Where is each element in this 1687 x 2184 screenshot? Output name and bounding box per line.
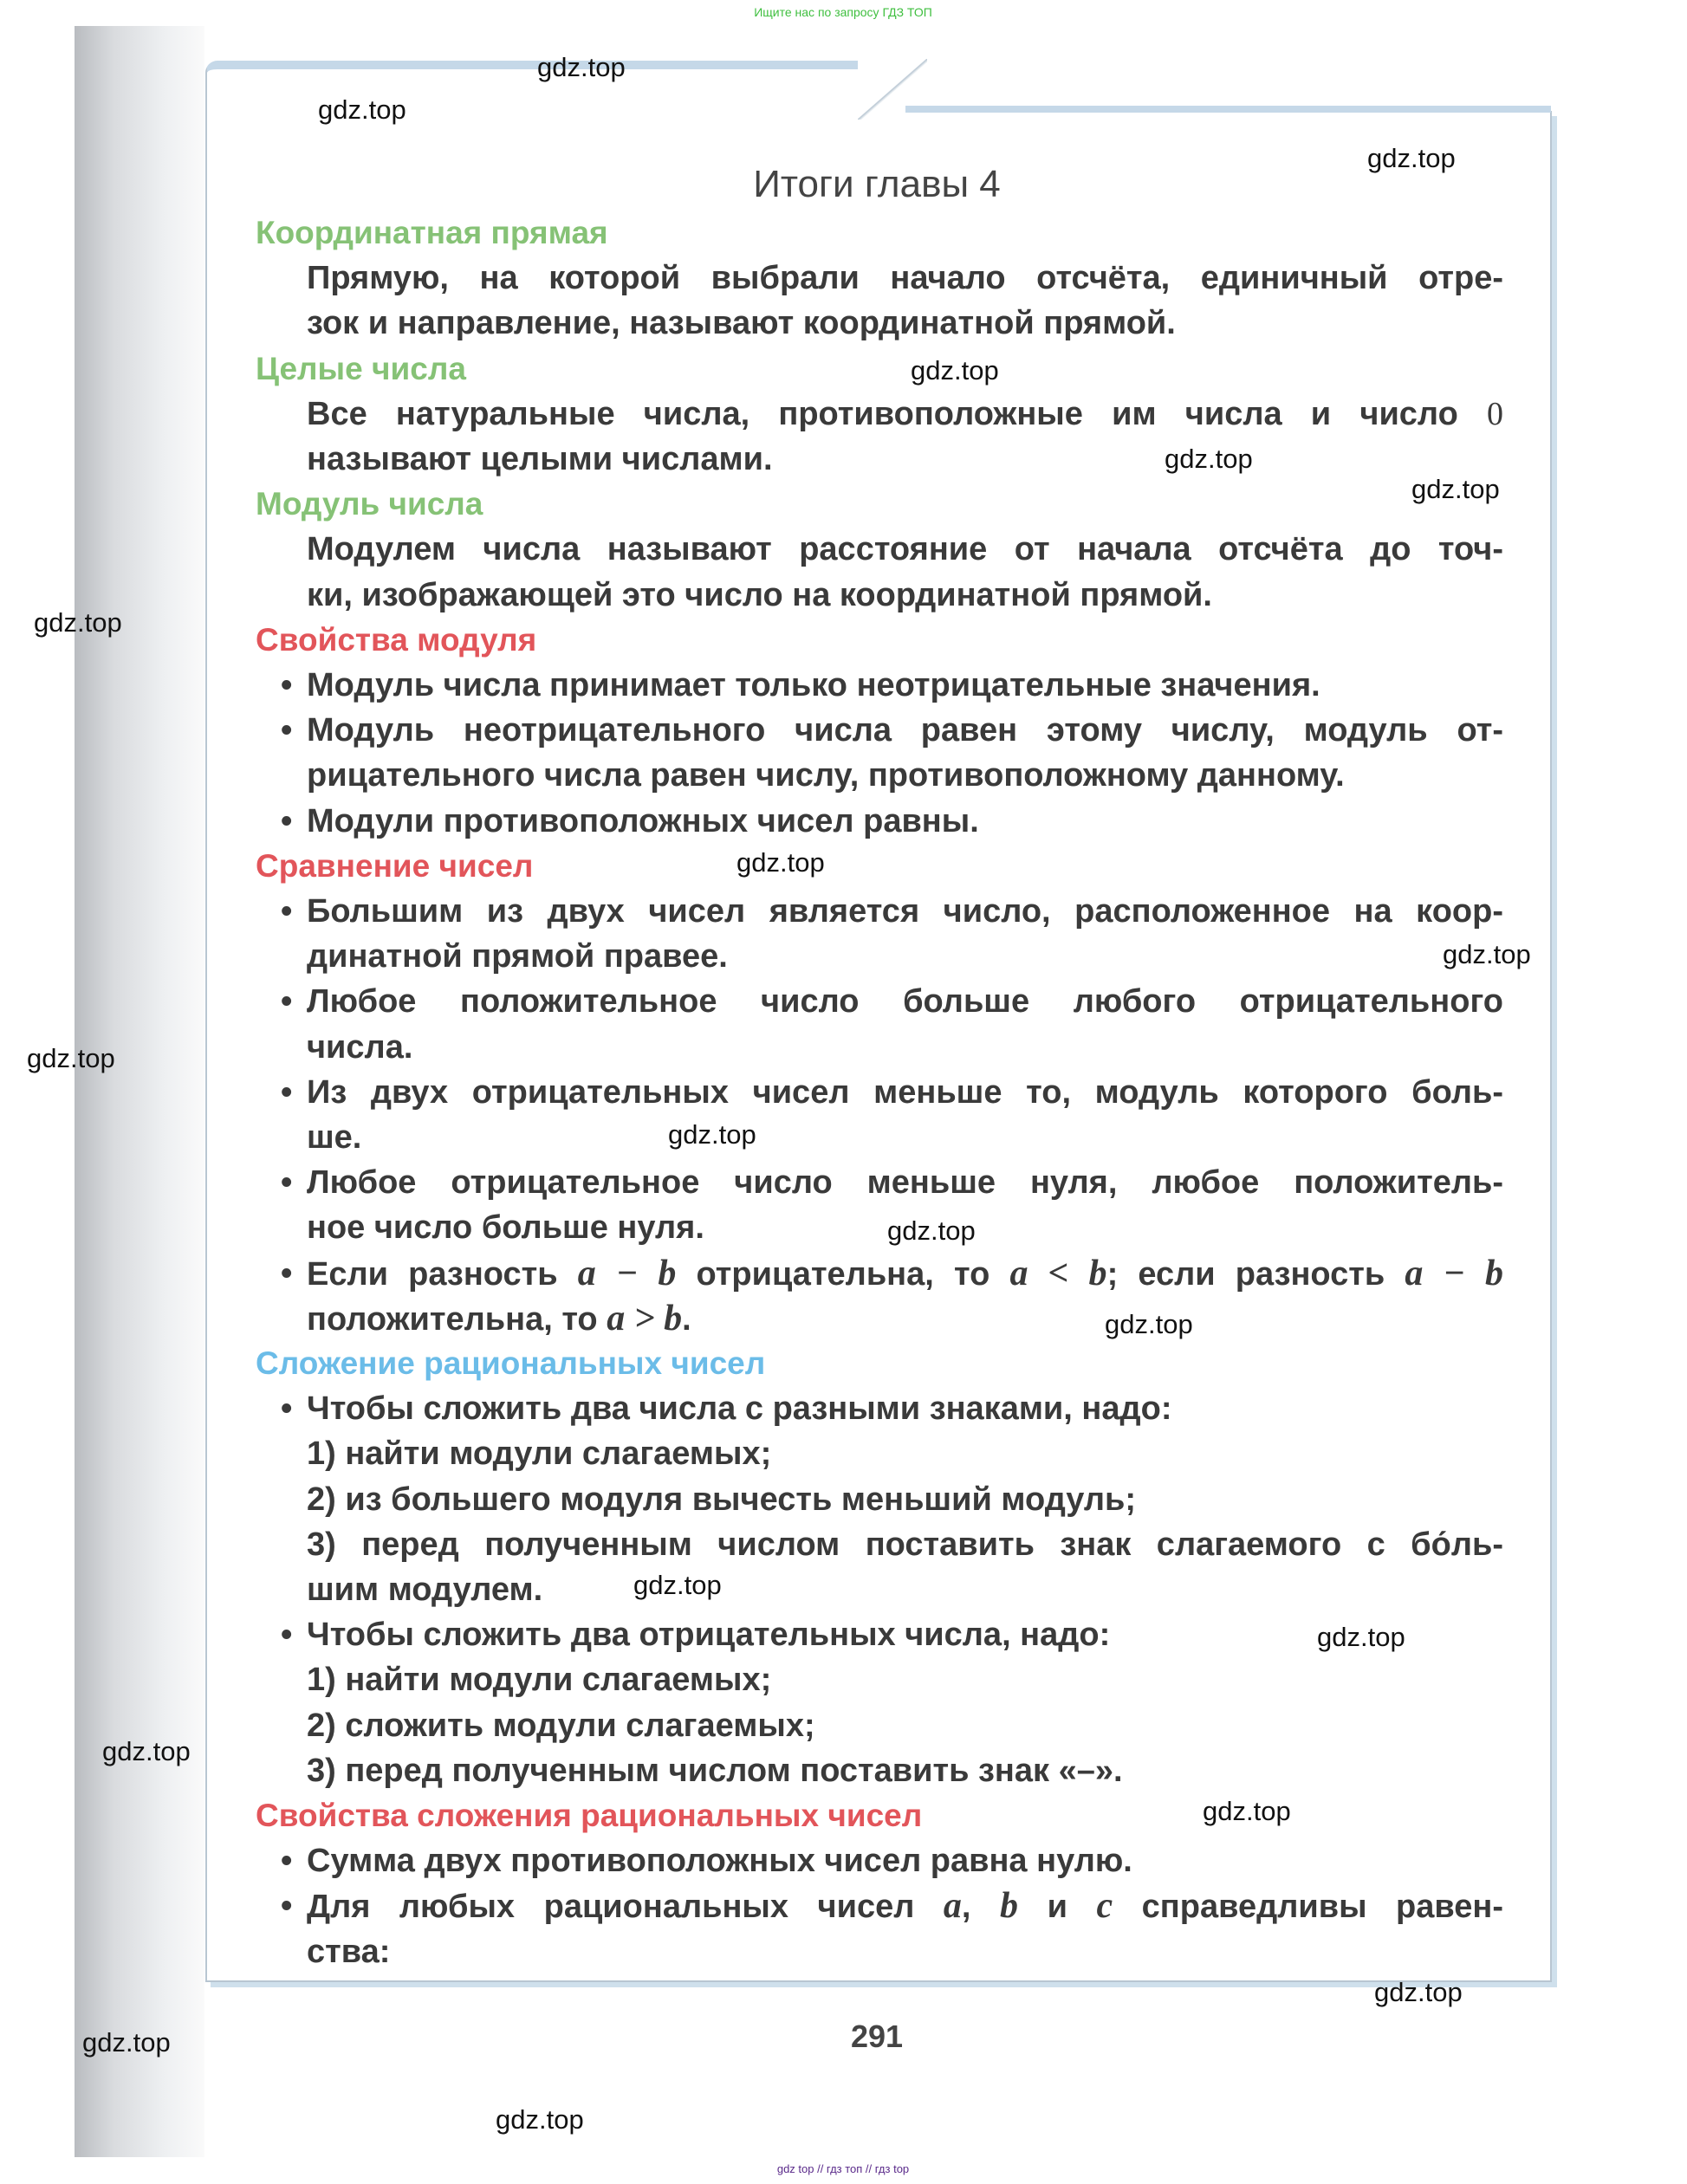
line-text: Целые числа: [256, 350, 466, 386]
line-text: Любое положительное число больше любого отрицательного: [307, 983, 1503, 1021]
line-text: 2) сложить модули слагаемых;: [307, 1707, 815, 1744]
section-heading: [256, 211, 608, 256]
bullet-icon: •: [281, 712, 293, 749]
watermark-text: gdz.top: [82, 2027, 171, 2058]
text-line: [307, 527, 1503, 572]
text-line: [307, 1205, 704, 1250]
line-text: динатной прямой правее.: [307, 938, 728, 975]
line-text: 3) перед полученным числом поставить знак «–».: [307, 1752, 1123, 1789]
watermark-text: gdz.top: [318, 94, 406, 125]
bullet-item-line: [281, 1612, 1111, 1657]
chapter-summary-title: Итоги главы 4: [753, 163, 1001, 205]
bullet-icon: •: [281, 1617, 293, 1654]
line-text: Свойства сложения рациональных чисел: [256, 1798, 923, 1833]
watermark-text: gdz.top: [102, 1736, 191, 1766]
line-text: Чтобы сложить два отрицательных числа, надо:: [307, 1617, 1111, 1654]
bullet-item-line: [281, 1070, 1503, 1115]
line-text: Сумма двух противоположных чисел равна нулю.: [307, 1843, 1132, 1880]
section-heading: [256, 1341, 765, 1386]
watermark-text: gdz.top: [27, 1043, 115, 1073]
watermark-text: gdz.top: [1105, 1309, 1193, 1339]
line-text: Все натуральные числа, противоположные им числа и число: [307, 395, 1487, 432]
bullet-item-line: [281, 1160, 1503, 1205]
watermark-text: gdz.top: [736, 847, 825, 878]
bullet-icon: •: [281, 1390, 293, 1428]
line-text: .: [682, 1300, 691, 1338]
math-expression: c: [1096, 1886, 1113, 1927]
text-line: [307, 1567, 542, 1612]
text-line: [307, 1748, 1123, 1793]
line-text: 2) из большего модуля вычесть меньший модуль;: [307, 1481, 1137, 1518]
watermark-text: gdz.top: [911, 355, 999, 386]
line-text: Модулем числа называют расстояние от начала отсчёта до точ-: [307, 531, 1503, 568]
section-heading: [256, 1793, 922, 1838]
line-text: Модули противоположных чисел равны.: [307, 802, 979, 839]
bullet-item-line: [281, 979, 1503, 1024]
line-text: и: [1018, 1889, 1097, 1926]
text-line: [307, 301, 1176, 346]
watermark-text: gdz.top: [1411, 474, 1500, 504]
line-text: Чтобы сложить два числа с разными знаками, надо:: [307, 1390, 1172, 1428]
bullet-icon: •: [281, 1254, 293, 1292]
bullet-item-line: [281, 1838, 1132, 1883]
watermark-text: gdz.top: [1317, 1622, 1405, 1652]
watermark-text: gdz.top: [496, 2104, 584, 2135]
footer-note: gdz top // гдз топ // гдз top: [776, 2162, 910, 2175]
bullet-item-line: [281, 1251, 1504, 1296]
watermark-text: gdz.top: [1165, 444, 1253, 474]
line-text: 1) найти модули слагаемых;: [307, 1435, 772, 1473]
text-line: [307, 753, 1345, 798]
line-text: Если разность: [307, 1255, 578, 1293]
text-line: [307, 1025, 412, 1070]
bullet-item-line: [281, 1386, 1172, 1431]
bullet-item-line: [281, 889, 1503, 934]
line-text: ше.: [307, 1119, 362, 1156]
bullet-icon: •: [281, 667, 293, 703]
watermark-text: gdz.top: [887, 1215, 976, 1246]
line-text: Любое отрицательное число меньше нуля, любое положитель-: [307, 1164, 1503, 1202]
line-text: 3) перед полученным числом поставить знак слагаемого с бо́ль-: [307, 1526, 1503, 1563]
text-line: [307, 1703, 815, 1748]
bullet-icon: •: [281, 1073, 293, 1111]
line-text: Прямую, на которой выбрали начало отсчёта, единичный отре-: [307, 260, 1503, 297]
number: 0: [1487, 395, 1503, 432]
section-heading: [256, 482, 483, 527]
line-text: отрицательна, то: [676, 1255, 1010, 1293]
line-text: 1) найти модули слагаемых;: [307, 1662, 772, 1699]
line-text: зок и направление, называют координатной прямой.: [307, 305, 1176, 342]
line-text: шим модулем.: [307, 1572, 543, 1608]
bullet-icon: •: [281, 1888, 293, 1925]
page-number: 291: [850, 2019, 904, 2054]
line-text: Сложение рациональных чисел: [256, 1345, 766, 1381]
text-line: [307, 934, 728, 979]
line-text: числа.: [307, 1028, 413, 1066]
bullet-icon: •: [281, 1164, 293, 1202]
search-hint-banner: Ищите нас по запросу ГДЗ ТОП: [754, 5, 932, 19]
text-line: [307, 437, 773, 482]
bullet-item-line: [281, 708, 1503, 753]
line-text: Модуль неотрицательного числа равен этому числу, модуль от-: [307, 712, 1503, 749]
math-expression: a: [943, 1886, 962, 1927]
book-spine-shadow: [75, 26, 204, 2157]
text-line: [307, 256, 1503, 301]
text-line: [307, 1929, 390, 1974]
bullet-icon: •: [281, 983, 293, 1021]
watermark-text: gdz.top: [1203, 1796, 1291, 1826]
line-text: ства:: [307, 1933, 391, 1970]
line-text: называют целыми числами.: [307, 441, 773, 477]
bullet-item-line: [281, 663, 1320, 708]
text-line: [307, 1477, 1136, 1522]
watermark-text: gdz.top: [668, 1119, 756, 1150]
bullet-icon: •: [281, 802, 293, 839]
line-text: Из двух отрицательных чисел меньше то, модуль которого боль-: [307, 1073, 1503, 1111]
line-text: ; если разность: [1106, 1255, 1405, 1293]
line-text: Большим из двух чисел является число, расположенное на коор-: [307, 893, 1503, 930]
watermark-text: gdz.top: [1374, 1977, 1463, 2007]
watermark-text: gdz.top: [1443, 939, 1531, 969]
bullet-item-line: [281, 799, 979, 844]
section-heading: [256, 618, 536, 663]
line-text: положительна, то: [307, 1300, 607, 1338]
watermark-text: gdz.top: [537, 52, 626, 82]
line-text: ное число больше нуля.: [307, 1209, 704, 1247]
line-text: Модуль числа: [256, 486, 483, 522]
text-line: [307, 1431, 771, 1476]
watermark-text: gdz.top: [1367, 143, 1456, 173]
math-expression: a − b: [577, 1253, 677, 1293]
bullet-icon: •: [281, 1843, 293, 1880]
watermark-text: gdz.top: [633, 1570, 722, 1600]
math-expression: b: [1000, 1886, 1019, 1927]
line-text: Модуль числа принимает только неотрицательные значения.: [307, 667, 1320, 703]
math-expression: a − b: [1405, 1253, 1504, 1293]
math-expression: a > b: [607, 1298, 683, 1338]
bullet-item-line: [281, 1883, 1504, 1928]
text-line: [307, 573, 1212, 618]
text-line: [307, 1657, 771, 1702]
page-top-bar: [905, 106, 1551, 113]
bullet-icon: •: [281, 893, 293, 930]
text-line: [307, 1296, 691, 1341]
line-text: ,: [961, 1889, 1001, 1926]
section-heading: [256, 844, 533, 889]
line-text: ки, изображающей это число на координатной прямой.: [307, 576, 1212, 613]
line-text: Для любых рациональных чисел: [307, 1889, 944, 1926]
line-text: Свойства модуля: [256, 621, 537, 658]
line-text: Сравнение чисел: [256, 847, 534, 884]
text-line: [307, 392, 1503, 437]
line-text: справедливы равен-: [1113, 1889, 1504, 1926]
section-heading: [256, 347, 466, 392]
text-line: [307, 1115, 361, 1160]
line-text: рицательного числа равен числу, противоположному данному.: [307, 757, 1345, 794]
line-text: Координатная прямая: [256, 215, 608, 250]
watermark-text: gdz.top: [34, 607, 122, 638]
math-expression: a < b: [1009, 1253, 1107, 1293]
text-line: [307, 1522, 1503, 1567]
